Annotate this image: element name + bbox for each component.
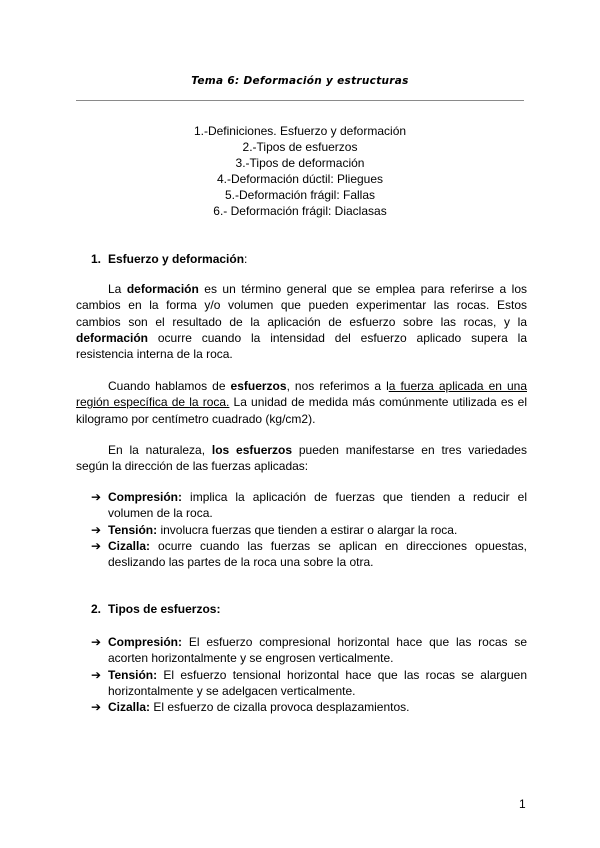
text-run: En la naturaleza, — [108, 443, 212, 457]
text-run: Cuando hablamos de — [108, 379, 231, 393]
arrow-icon: ➔ — [91, 700, 102, 715]
text-run: pueden manifestarse en tres variedades según la dirección de las fuerzas aplicadas: — [76, 443, 527, 474]
toc-item: 2.-Tipos de esfuerzos — [242, 140, 358, 154]
section-1-heading — [91, 251, 247, 267]
section-number: 1. — [91, 252, 102, 266]
underlined-text: a fuerza aplicada en una región específica de la roca. — [76, 379, 527, 410]
toc-item: 4.-Deformación dúctil: Pliegues — [216, 172, 384, 186]
stress-types-detail-list — [91, 634, 527, 715]
text-run: La — [108, 282, 127, 296]
section-number: 2. — [91, 602, 102, 616]
text-run: es un término general que se emplea para referirse a los cambios en la forma y/o volumen que pueden experimentar las rocas. Estos cambios son el resultado de la aplicación de esfuerzo sobre las rocas, y la — [76, 282, 527, 329]
list-item — [91, 522, 527, 538]
paragraph-esfuerzos — [76, 378, 527, 427]
arrow-icon: ➔ — [91, 635, 102, 649]
section-title-colon: : — [244, 252, 248, 266]
section-title: Esfuerzo y deformación — [108, 252, 245, 266]
bold-term: esfuerzos — [230, 379, 287, 393]
stress-types-list — [91, 489, 527, 570]
toc-item: 1.-Definiciones. Esfuerzo y deformación — [193, 124, 407, 138]
paragraph-naturaleza — [76, 442, 527, 475]
list-item — [91, 667, 527, 700]
arrow-icon: ➔ — [91, 538, 102, 553]
bold-term: deformación — [126, 282, 199, 296]
list-item — [91, 699, 527, 715]
bullet-term: Cizalla: — [108, 700, 151, 715]
toc-item: 3.-Tipos de deformación — [235, 156, 365, 170]
bullet-text: implica la aplicación de fuerzas que tienden a reducir el volumen de la roca. — [108, 490, 527, 521]
bullet-term: Tensión: — [108, 667, 158, 682]
bullet-term: Compresión: — [108, 635, 183, 649]
list-item — [91, 538, 527, 571]
paragraph-deformacion — [76, 281, 527, 362]
bullet-text: El esfuerzo tensional horizontal hace que las rocas se alarguen horizontalmente y se adelgacen verticalmente. — [108, 667, 527, 698]
title-divider — [76, 100, 524, 101]
arrow-icon: ➔ — [91, 667, 102, 682]
section-title: Tipos de esfuerzos: — [108, 602, 221, 616]
arrow-icon: ➔ — [91, 522, 102, 537]
toc-item: 6.- Deformación frágil: Diaclasas — [213, 204, 387, 218]
bold-term: los esfuerzos — [211, 443, 293, 457]
toc-item: 5.-Deformación frágil: Fallas — [224, 188, 376, 202]
page-number: 1 — [519, 797, 526, 811]
bullet-term: Tensión: — [108, 522, 158, 537]
section-2-heading — [91, 601, 220, 617]
bullet-term: Cizalla: — [108, 538, 151, 553]
document-title: Tema 6: Deformación y estructuras — [191, 75, 409, 87]
list-item — [91, 634, 527, 667]
arrow-icon: ➔ — [91, 490, 102, 504]
text-run: La unidad de medida más comúnmente utilizada es el kilogramo por centímetro cuadrado (kg/cm2). — [76, 395, 527, 426]
list-item — [91, 489, 527, 522]
bold-term: deformación — [76, 330, 149, 345]
text-run: ocurre cuando la intensidad del esfuerzo aplicado supera la resistencia interna de la roca. — [76, 330, 527, 362]
bullet-text: El esfuerzo de cizalla provoca desplazamientos. — [150, 700, 410, 715]
bullet-term: Compresión: — [108, 490, 183, 504]
bullet-text: ocurre cuando las fuerzas se aplican en direcciones opuestas, deslizando las partes de la roca una sobre la otra. — [108, 538, 527, 570]
bullet-text: involucra fuerzas que tienden a estirar o alargar la roca. — [157, 522, 458, 537]
table-of-contents — [0, 123, 600, 219]
bullet-text: El esfuerzo compresional horizontal hace que las rocas se acorten horizontalmente y se engrosen verticalmente. — [108, 635, 527, 666]
text-run: , nos referimos a l — [286, 379, 389, 393]
